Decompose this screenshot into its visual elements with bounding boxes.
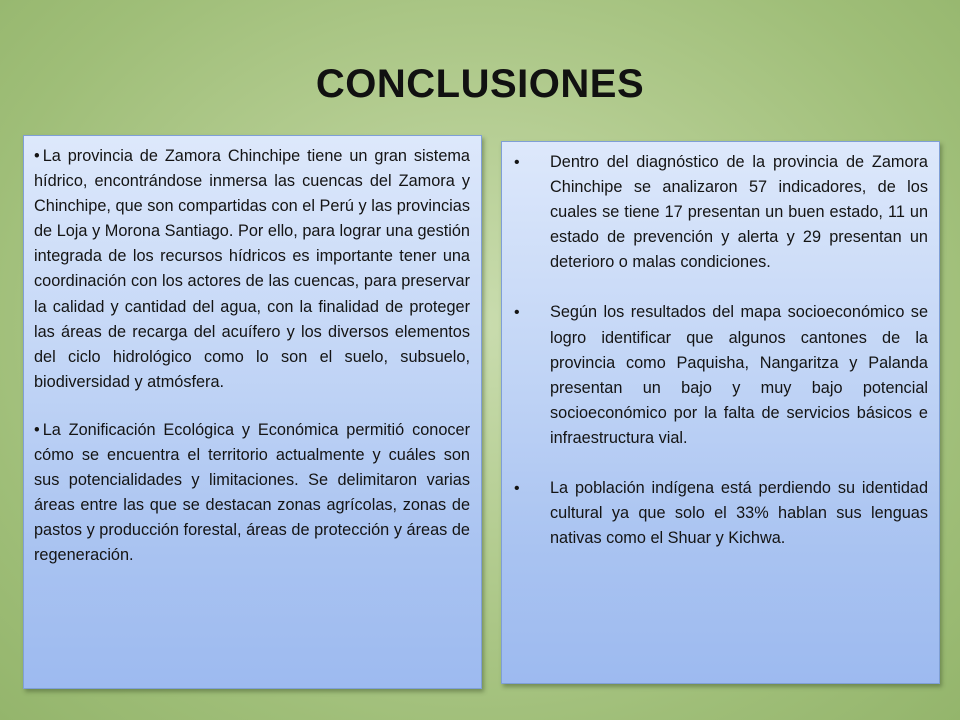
right-conclusion-text-1: Dentro del diagnóstico de la provincia de Zamora Chinchipe se analizaron 57 indicadores, de los cuales se tiene 17 presentan un buen estado, 11 un estado de prevención y alerta y 29 presentan un deterioro o malas condiciones. xyxy=(550,153,928,272)
left-conclusions-box xyxy=(23,135,482,689)
right-conclusion-text-3: La población indígena está perdiendo su identidad cultural ya que solo el 33% hablan sus lenguas nativas como el Shuar y Kichwa. xyxy=(550,479,928,548)
bullet-icon: • xyxy=(514,480,520,498)
bullet-icon: • xyxy=(34,147,40,165)
right-conclusion-item-3 xyxy=(512,476,928,551)
right-conclusions-box xyxy=(501,141,940,684)
right-conclusion-text-2: Según los resultados del mapa socioeconómico se logro identificar que algunos cantones de la provincia como Paquisha, Nangaritza y Palanda presentan un bajo y muy bajo potencial socioeconómico por la falta de servicios básicos e infraestructura vial. xyxy=(550,303,928,447)
slide-title: CONCLUSIONES xyxy=(315,62,645,106)
left-conclusion-text-2: La Zonificación Ecológica y Económica permitió conocer cómo se encuentra el territorio actualmente y cuáles son sus potencialidades y limitaciones. Se delimitaron varias áreas entre las que se destacan zonas agrícolas, zonas de pastos y producción forestal, áreas de protección y áreas de regeneración. xyxy=(34,420,470,565)
right-conclusion-item-2 xyxy=(512,300,928,451)
left-conclusion-text-1: La provincia de Zamora Chinchipe tiene un gran sistema hídrico, encontrándose inmersa las cuencas del Zamora y Chinchipe, que son compartidas con el Perú y las provincias de Loja y Morona Santiago. Por ello, para lograr una gestión integrada de los recursos hídricos es importante tener una coordinación con los actores de las cuencas, para preservar la calidad y cantidad del agua, con la finalidad de proteger las áreas de recarga del acuífero y los diversos elementos del ciclo hidrológico como lo son el suelo, subsuelo, biodiversidad y atmósfera. xyxy=(34,147,470,391)
bullet-icon: • xyxy=(34,420,40,439)
left-conclusion-paragraph-1 xyxy=(34,144,470,395)
left-conclusion-paragraph-2 xyxy=(34,418,470,569)
bullet-icon: • xyxy=(514,154,520,171)
right-conclusion-item-1 xyxy=(512,150,928,275)
bullet-icon: • xyxy=(514,304,520,322)
